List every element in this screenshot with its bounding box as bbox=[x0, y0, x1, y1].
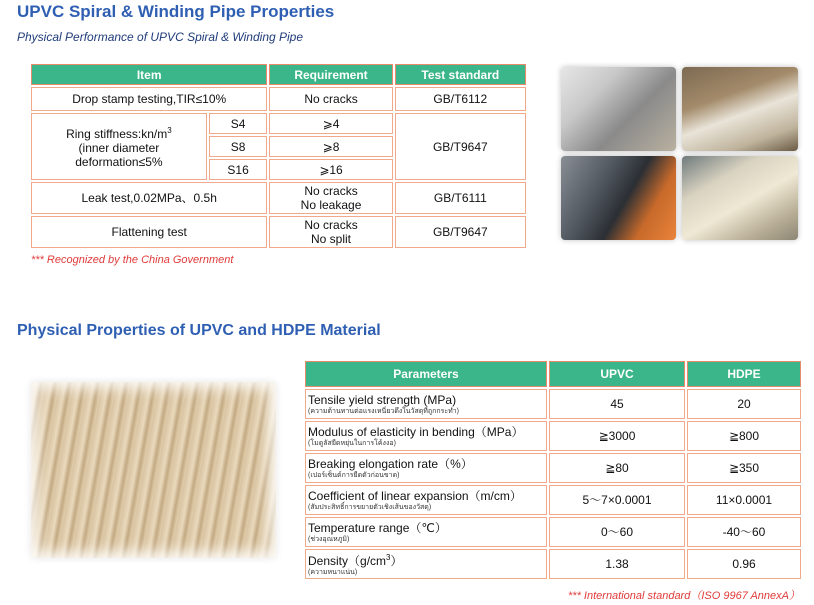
param-en: Tensile yield strength (MPa) bbox=[308, 392, 457, 407]
table-header-row bbox=[31, 64, 526, 85]
section-title: Physical Properties of UPVC and HDPE Material bbox=[17, 322, 381, 339]
performance-table bbox=[29, 62, 528, 250]
corrugated-pipes-photo bbox=[31, 382, 276, 558]
upvc-value: 5～7×0.0001 bbox=[549, 485, 685, 515]
param-en: Modulus of elasticity in bending（MPa） bbox=[308, 424, 524, 439]
hdpe-value: 20 bbox=[687, 389, 801, 419]
international-standard-note: *** International standard（ISO 9967 AnnexA） bbox=[568, 590, 800, 602]
param-temperature bbox=[305, 517, 547, 547]
param-th: (ความต้านทานต่อแรงเหนี่ยวดึงในวัสดุที่ถูกกระทำ) bbox=[308, 407, 459, 415]
table-row bbox=[305, 549, 801, 579]
page-subtitle: Physical Performance of UPVC Spiral & Winding Pipe bbox=[17, 30, 304, 44]
param-modulus bbox=[305, 421, 547, 451]
req-drop: No cracks bbox=[269, 87, 392, 111]
table-row bbox=[31, 182, 526, 214]
ring-line2: (inner diameter bbox=[78, 141, 160, 155]
grade-s8: S8 bbox=[209, 136, 268, 157]
material-properties-table bbox=[303, 359, 803, 581]
param-en: Breaking elongation rate（%） bbox=[308, 456, 473, 471]
item-leak: Leak test,0.02MPa、0.5h bbox=[31, 182, 267, 214]
table-row bbox=[31, 216, 526, 248]
ring-sup: 3 bbox=[167, 126, 172, 135]
param-th: (เปอร์เซ็นต์การยืดตัวก่อนขาด) bbox=[308, 471, 400, 479]
pipe-photo-stacked-pipes bbox=[682, 156, 798, 240]
header-parameters: Parameters bbox=[305, 361, 547, 387]
upvc-value: 1.38 bbox=[549, 549, 685, 579]
density-tail: ） bbox=[390, 554, 403, 568]
hdpe-value: -40～60 bbox=[687, 517, 801, 547]
req-flat-2: No split bbox=[311, 232, 352, 246]
req-flat bbox=[269, 216, 392, 248]
item-flat: Flattening test bbox=[31, 216, 267, 248]
table-row bbox=[305, 485, 801, 515]
hdpe-value: ≧800 bbox=[687, 421, 801, 451]
std-ring: GB/T9647 bbox=[395, 113, 526, 180]
param-en: Coefficient of linear expansion（m/cm） bbox=[308, 488, 522, 503]
param-th: (ความหนาแน่น) bbox=[308, 569, 358, 576]
req-leak-1: No cracks bbox=[304, 184, 358, 198]
page-title: UPVC Spiral & Winding Pipe Properties bbox=[17, 2, 335, 21]
header-hdpe: HDPE bbox=[687, 361, 801, 387]
std-leak: GB/T6111 bbox=[395, 182, 526, 214]
header-item: Item bbox=[31, 64, 267, 85]
req-leak bbox=[269, 182, 392, 214]
table-row bbox=[31, 87, 526, 111]
grade-s4: S4 bbox=[209, 113, 268, 134]
req-s8: ⩾8 bbox=[269, 136, 392, 157]
pipe-photo-winding-machine bbox=[561, 156, 676, 240]
header-requirement: Requirement bbox=[269, 64, 392, 85]
table-row bbox=[305, 453, 801, 483]
std-flat: GB/T9647 bbox=[395, 216, 526, 248]
param-th: (ช่วงอุณหภูมิ) bbox=[308, 535, 350, 543]
param-en bbox=[308, 551, 546, 568]
table-row bbox=[305, 421, 801, 451]
param-tensile bbox=[305, 389, 547, 419]
item-ring bbox=[31, 113, 207, 180]
table-row bbox=[305, 517, 801, 547]
req-s4: ⩾4 bbox=[269, 113, 392, 134]
std-drop: GB/T6112 bbox=[395, 87, 526, 111]
header-upvc: UPVC bbox=[549, 361, 685, 387]
param-en: Temperature range（℃） bbox=[308, 520, 447, 535]
table-row bbox=[31, 113, 526, 134]
density-sup: 3 bbox=[386, 553, 391, 562]
upvc-value: 45 bbox=[549, 389, 685, 419]
upvc-value: ≧80 bbox=[549, 453, 685, 483]
pipe-photo-testing-machine bbox=[561, 67, 676, 151]
government-note: *** Recognized by the China Government bbox=[31, 254, 234, 266]
ring-line1: Ring stiffness:kn/m bbox=[66, 127, 168, 141]
pipe-photo-trench bbox=[682, 67, 798, 151]
param-expansion bbox=[305, 485, 547, 515]
upvc-value: ≧3000 bbox=[549, 421, 685, 451]
upvc-value: 0～60 bbox=[549, 517, 685, 547]
table-row bbox=[305, 389, 801, 419]
ring-line3: deformation≤5% bbox=[75, 155, 163, 169]
density-label: Density（g/cm bbox=[308, 554, 387, 568]
header-test-standard: Test standard bbox=[395, 64, 526, 85]
req-flat-1: No cracks bbox=[304, 218, 358, 232]
req-s16: ⩾16 bbox=[269, 159, 392, 180]
req-leak-2: No leakage bbox=[300, 198, 362, 212]
hdpe-value: 11×0.0001 bbox=[687, 485, 801, 515]
param-th: (สัมประสิทธิ์การขยายตัวเชิงเส้นของวัสดุ) bbox=[308, 503, 432, 511]
table-header-row bbox=[305, 361, 801, 387]
param-elongation bbox=[305, 453, 547, 483]
param-density bbox=[305, 549, 547, 579]
grade-s16: S16 bbox=[209, 159, 268, 180]
hdpe-value: ≧350 bbox=[687, 453, 801, 483]
hdpe-value: 0.96 bbox=[687, 549, 801, 579]
param-th: (โมดูลัสยืดหยุ่นในการโค้งงอ) bbox=[308, 439, 396, 447]
item-drop: Drop stamp testing,TIR≤10% bbox=[31, 87, 267, 111]
